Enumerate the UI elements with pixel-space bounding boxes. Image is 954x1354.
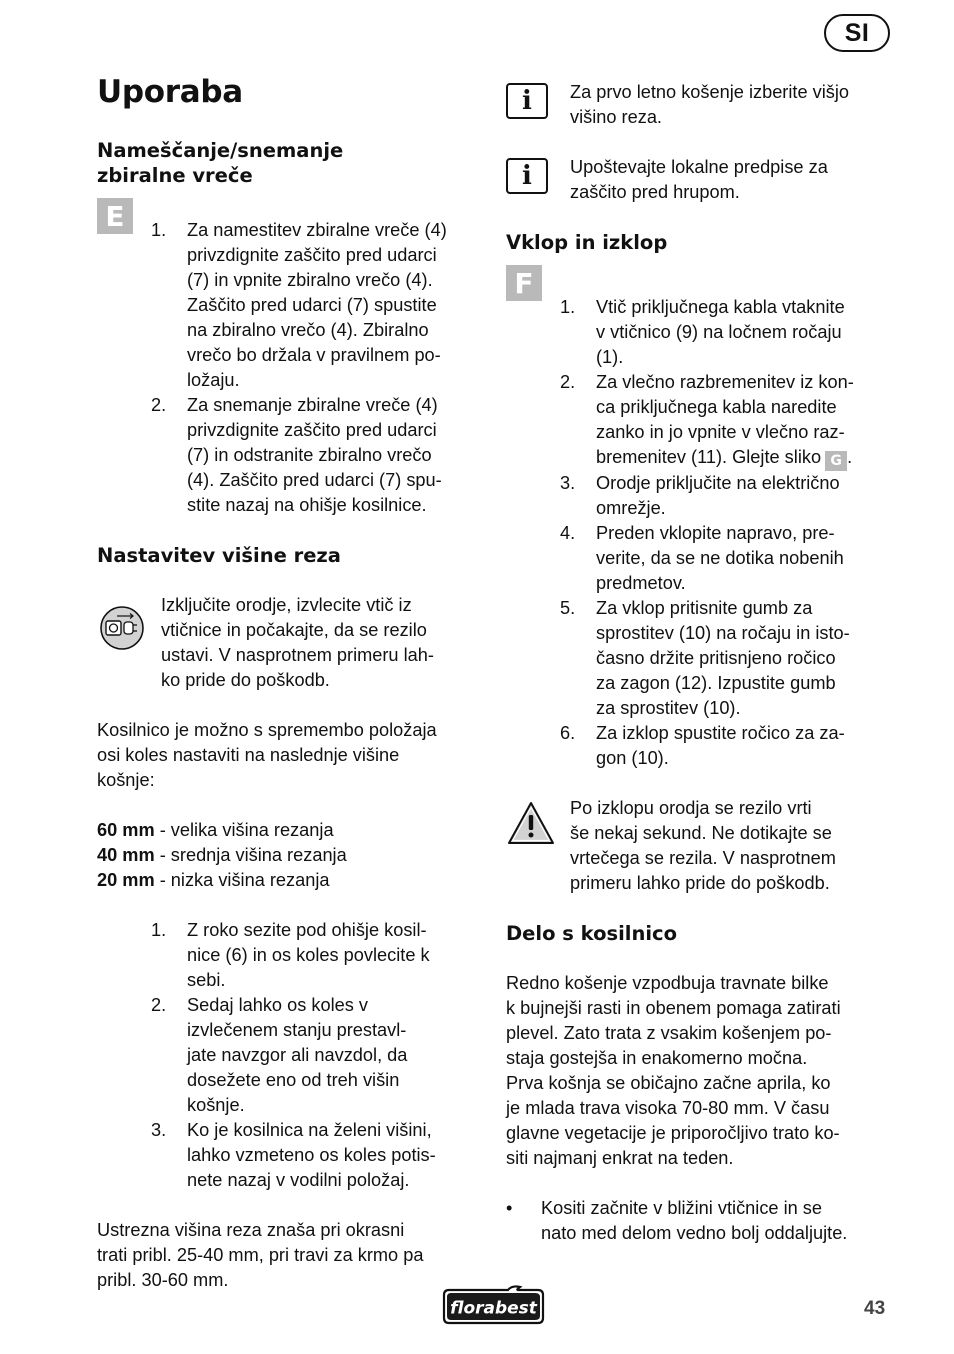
text-line: košnje: (97, 770, 155, 790)
text-line: Za namestitev zbiralne vreče (4) (187, 220, 447, 240)
text-line: Upoštevajte lokalne predpise za (570, 157, 828, 177)
step-text (596, 471, 896, 521)
text-line: (1). (596, 347, 624, 367)
text-line: Orodje priključite na električno (596, 473, 840, 493)
step-number: 3. (151, 1120, 167, 1140)
text-line: Za snemanje zbiralne vreče (4) (187, 395, 438, 415)
step-item (560, 370, 896, 471)
text-line: staja gostejša in enakomerno močna. (506, 1048, 808, 1068)
step-number: 6. (560, 723, 576, 743)
text-line: za sprostitev (10). (596, 698, 741, 718)
text-line: Za vlečno razbremenitev iz kon- (596, 372, 854, 392)
text-line: za zagon (12). Izpustite gumb (596, 673, 836, 693)
text-line: sebi. (187, 970, 226, 990)
step-item (560, 721, 896, 771)
section-title-bag: Nameščanje/snemanje zbiralne vreče (97, 139, 344, 187)
text-line: je mlada trava visoka 70-80 mm. V času (506, 1098, 830, 1118)
text-line: vrtečega se rezila. V nasprotnem (570, 848, 836, 868)
work-bullet: • Kositi začnite v bližini vtičnice in se nato med delom vedno bolj oddaljujte. (506, 1196, 896, 1246)
section-title-onoff: Vklop in izklop (506, 231, 668, 254)
unplug-warning (97, 593, 485, 693)
text-line: košnje. (187, 1095, 245, 1115)
text-line: zanko in jo vpnite v vlečno raz- (596, 422, 845, 442)
step-number: 2. (151, 395, 167, 415)
text-line: nice (6) in os koles povlecite k (187, 945, 430, 965)
step-item (151, 993, 485, 1118)
text-line: še nekaj sekund. Ne dotikajte se (570, 823, 832, 843)
text-line: Ustrezna višina reza znaša pri okrasni (97, 1220, 405, 1240)
step-item (560, 596, 896, 721)
step-number: 1. (560, 297, 576, 317)
language-badge: SI (824, 14, 890, 52)
text-line: nete nazaj v vodilni položaj. (187, 1170, 410, 1190)
text-line: vrečo bo držala v pravilnem po- (187, 345, 441, 365)
step-text (187, 393, 485, 518)
step-text (187, 993, 485, 1118)
step-item (151, 218, 485, 393)
text-line: primeru lahko pride do poškodb. (570, 873, 830, 893)
step-number: 1. (151, 220, 167, 240)
step-text (596, 370, 896, 471)
text-line: (4). Zaščito pred udarci (7) spu- (187, 470, 442, 490)
text-line: privzdignite zaščito pred udarci (187, 245, 437, 265)
text-line: omrežje. (596, 498, 666, 518)
text-line: lahko vzmeteno os koles potis- (187, 1145, 436, 1165)
text-line: v vtičnico (9) na ločnem ročaju (596, 322, 842, 342)
text-line: Za prvo letno košenje izberite višjo (570, 82, 850, 102)
text-line: stite nazaj na ohišje kosilnice. (187, 495, 427, 515)
text-line: osi koles nastaviti na naslednje višine (97, 745, 400, 765)
step-number: 2. (151, 995, 167, 1015)
onoff-steps-list (506, 295, 896, 771)
text-line: bremenitev (11). Glejte sliko G . (596, 447, 853, 469)
florabest-logo (438, 1284, 548, 1326)
text-line: Za vklop pritisnite gumb za (596, 598, 813, 618)
step-number: 3. (560, 473, 576, 493)
info-note-first-mow-text (570, 80, 896, 130)
step-text (187, 218, 485, 393)
warning-triangle-icon (506, 800, 556, 846)
text-line: Izključite orodje, izvlecite vtič iz (161, 595, 412, 615)
info-icon: i (506, 83, 548, 119)
text-line: k bujnejši rasti in obenem pomaga zatirati (506, 998, 841, 1018)
text-line: ca priključnega kabla naredite (596, 397, 837, 417)
text-line: nato med delom vedno bolj oddaljujte. (541, 1223, 848, 1243)
text-line: pribl. 30-60 mm. (97, 1270, 229, 1290)
text-line: Ko je kosilnica na želeni višini, (187, 1120, 432, 1140)
step-text (596, 596, 896, 721)
info-note-noise-text (570, 155, 896, 205)
height-intro (97, 718, 485, 793)
text-line: izvlečenem stanju prestavl- (187, 1020, 407, 1040)
text-line: Sedaj lahko os koles v (187, 995, 368, 1015)
left-column (97, 72, 485, 1293)
height-option: 40 mm - srednja višina rezanja (97, 845, 347, 865)
blade-warning (506, 796, 896, 896)
text-line: Kositi začnite v bližini vtičnice in se (541, 1198, 823, 1218)
text-line: glavne vegetacije je priporočljivo trato ko- (506, 1123, 840, 1143)
info-note-noise (506, 155, 896, 205)
step-text (187, 918, 485, 993)
text-line: privzdignite zaščito pred udarci (187, 420, 437, 440)
text-line: (7) in odstranite zbiralno vrečo (187, 445, 432, 465)
text-line: predmetov. (596, 573, 686, 593)
text-line: Prva košnja se običajno začne aprila, ko (506, 1073, 831, 1093)
unplug-warning-text (161, 593, 485, 693)
bag-steps-list (97, 218, 485, 518)
step-item (151, 918, 485, 993)
unplug-icon (99, 605, 145, 651)
text-line: trati pribl. 25-40 mm, pri travi za krmo pa (97, 1245, 424, 1265)
right-column (506, 80, 896, 1246)
section-title-work: Delo s kosilnico (506, 922, 678, 945)
text-line: verite, da se ne dotika nobenih (596, 548, 844, 568)
text-line: (7) in vpnite zbiralno vrečo (4). (187, 270, 433, 290)
height-option: 20 mm - nizka višina rezanja (97, 870, 330, 890)
step-text (596, 521, 896, 596)
step-number: 4. (560, 523, 576, 543)
info-icon: i (506, 158, 548, 194)
height-option: 60 mm - velika višina rezanja (97, 820, 334, 840)
step-text (596, 721, 896, 771)
text-line: plevel. Zato trata z vsakim košenjem po- (506, 1023, 832, 1043)
text-line: časno držite pritisnjeno ročico (596, 648, 836, 668)
text-line: ustavi. V nasprotnem primeru lah- (161, 645, 434, 665)
height-options (97, 818, 485, 893)
text-line: siti najmanj enkrat na teden. (506, 1148, 734, 1168)
text-line: zaščito pred hrupom. (570, 182, 740, 202)
text-line: Vtič priključnega kabla vtaknite (596, 297, 845, 317)
work-paragraph (506, 971, 896, 1171)
svg-text:florabest: florabest (450, 1298, 537, 1319)
text-line: Z roko sezite pod ohišje kosil- (187, 920, 427, 940)
step-item (560, 521, 896, 596)
text-line: vtičnice in počakajte, da se rezilo (161, 620, 427, 640)
step-item (151, 393, 485, 518)
text-line: sprostitev (10) na ročaju in isto- (596, 623, 850, 643)
text-line: Po izklopu orodja se rezilo vrti (570, 798, 812, 818)
text-line: Za izklop spustite ročico za za- (596, 723, 845, 743)
page-title: Uporaba (97, 74, 243, 110)
info-note-first-mow (506, 80, 896, 130)
height-outro (97, 1218, 485, 1293)
step-text (187, 1118, 485, 1193)
step-item (151, 1118, 485, 1193)
text-line: Kosilnico je možno s spremembo položaja (97, 720, 437, 740)
text-line: ložaju. (187, 370, 240, 390)
text-line: Zaščito pred udarci (7) spustite (187, 295, 437, 315)
text-line: gon (10). (596, 748, 669, 768)
work-bullet-text (541, 1196, 847, 1246)
text-line: na zbiralno vrečo (4). Zbiralno (187, 320, 429, 340)
height-steps-list (97, 918, 485, 1193)
step-number: 1. (151, 920, 167, 940)
step-item (560, 471, 896, 521)
section-title-height: Nastavitev višine reza (97, 544, 341, 567)
step-item (560, 295, 896, 370)
step-text (596, 295, 896, 370)
figure-marker-e: E (97, 198, 133, 234)
blade-warning-text (570, 796, 896, 896)
page-number: 43 (864, 1298, 886, 1319)
text-line: višino reza. (570, 107, 662, 127)
step-number: 5. (560, 598, 576, 618)
figure-marker-g: G (825, 451, 847, 471)
text-line: jate navzgor ali navzdol, da (187, 1045, 408, 1065)
text-line: dosežete eno od treh višin (187, 1070, 400, 1090)
text-line: Redno košenje vzpodbuja travnate bilke (506, 973, 829, 993)
text-line: ko pride do poškodb. (161, 670, 330, 690)
figure-marker-f: F (506, 265, 542, 301)
text-line: Preden vklopite napravo, pre- (596, 523, 835, 543)
step-number: 2. (560, 372, 576, 392)
